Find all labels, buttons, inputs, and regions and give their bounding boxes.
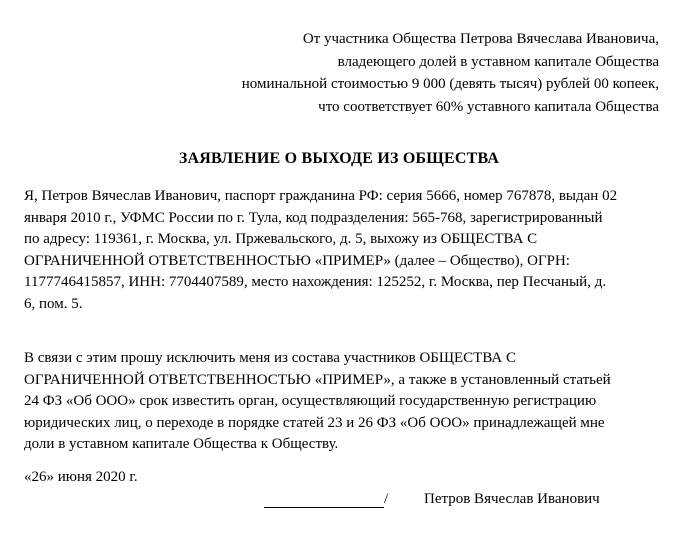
statement-paragraph <box>24 186 674 315</box>
paragraph-line: 24 ФЗ «Об ООО» срок известить орган, осуществляющий государственную регистрацию <box>24 393 597 409</box>
signatory-name: Петров Вячеслав Иванович <box>424 491 600 507</box>
paragraph-line: 6, пом. 5. <box>24 295 83 312</box>
signature-blank <box>264 491 384 508</box>
paragraph-line: по адресу: 119361, г. Москва, ул. Пржевальского, д. 5, выхожу из ОБЩЕСТВА С <box>24 231 538 247</box>
document-title: ЗАЯВЛЕНИЕ О ВЫХОДЕ ИЗ ОБЩЕСТВА <box>178 150 500 167</box>
applicant-header <box>242 28 659 118</box>
paragraph-line: ОГРАНИЧЕННОЙ ОТВЕТСТВЕННОСТЬЮ «ПРИМЕР» (далее – Общество), ОГРН: <box>24 252 570 269</box>
header-line: владеющего долей в уставном капитале Общества <box>337 53 659 70</box>
header-line: номинальной стоимостью 9 000 (девять тысяч) рублей 00 копеек, <box>241 76 659 92</box>
signature-field <box>264 491 388 508</box>
paragraph-line: ОГРАНИЧЕННОЙ ОТВЕТСТВЕННОСТЬЮ «ПРИМЕР», а также в установленный статьей <box>24 371 611 388</box>
paragraph-line: В связи с этим прошу исключить меня из состава участников ОБЩЕСТВА С <box>24 350 516 366</box>
paragraph-line: 1177746415857, ИНН: 7704407589, место нахождения: 125252, г. Москва, пер Песчаный, д. <box>24 274 607 290</box>
paragraph-line: доли в уставном капитале Общества к Обществу. <box>24 436 339 452</box>
header-line: что соответствует 60% уставного капитала Общества <box>318 98 659 115</box>
signature-separator: / <box>384 491 389 507</box>
paragraph-line: юридических лиц, о переходе в порядке статей 23 и 26 ФЗ «Об ООО» принадлежащей мне <box>24 414 605 431</box>
document-date: «26» июня 2020 г. <box>24 469 138 485</box>
paragraph-line: января 2010 г., УФМС России по г. Тула, код подразделения: 565-768, зарегистрированный <box>24 209 603 226</box>
request-paragraph <box>24 348 674 456</box>
header-line: От участника Общества Петрова Вячеслава Ивановича, <box>302 31 659 47</box>
paragraph-line: Я, Петров Вячеслав Иванович, паспорт гражданина РФ: серия 5666, номер 767878, выдан 02 <box>24 188 618 204</box>
